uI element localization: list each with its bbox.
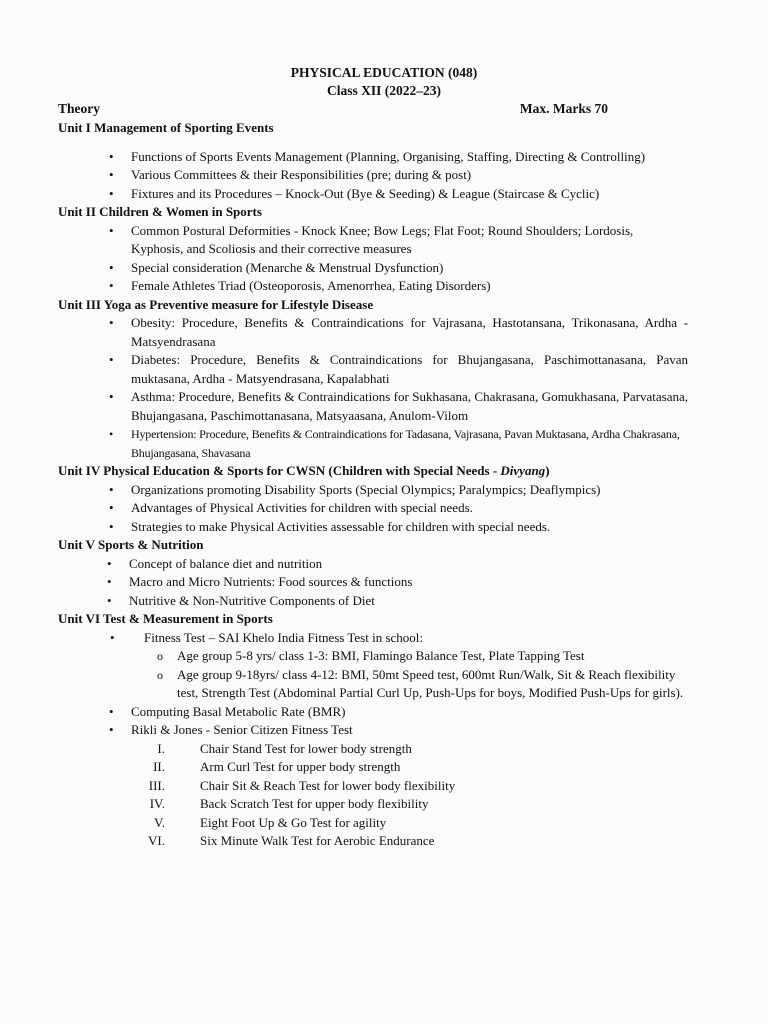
list-text: Chair Sit & Reach Test for lower body flexibility	[200, 777, 456, 793]
list-item: • Strategies to make Physical Activities assessable for children with special needs.	[58, 518, 688, 537]
list-item: • Fixtures and its Procedures – Knock-Out (Bye & Seeding) & League (Staircase & Cyclic)	[58, 185, 688, 204]
list-item: • Special consideration (Menarche & Menstrual Dysfunction)	[58, 259, 688, 278]
max-marks: Max. Marks 70	[519, 101, 608, 116]
list-number: V.	[154, 814, 165, 830]
list-number: II.	[153, 759, 165, 774]
list-number: III.	[148, 777, 165, 793]
list-text: Back Scratch Test for upper body flexibility	[200, 796, 429, 811]
list-item: • Organizations promoting Disability Sports (Special Olympics; Paralympics; Deaflympics)	[58, 481, 688, 500]
unit-4-title-prefix: Unit IV Physical Education & Sports for CWSN (Children with Special Needs -	[58, 463, 501, 478]
unit-5-list	[58, 555, 688, 611]
unit-1-list	[58, 148, 688, 204]
list-text: Eight Foot Up & Go Test for agility	[200, 814, 387, 830]
list-item	[58, 777, 688, 796]
list-number: IV.	[149, 796, 165, 811]
unit-1-title: Unit I Management of Sporting Events	[58, 120, 274, 135]
list-item: • Asthma: Procedure, Benefits & Contraindications for Sukhasana, Chakrasana, Gomukhasana, Parvatasana, Bhujangasana, Paschimottanasana, Matsyaasana, Anulom-Vilom	[58, 388, 688, 425]
list-number: I.	[157, 740, 165, 756]
fitness-test-heading: • Fitness Test – SAI Khelo India Fitness Test in school:	[58, 629, 688, 648]
list-item: • Nutritive & Non-Nutritive Components of Diet	[58, 592, 688, 611]
list-item: • Hypertension: Procedure, Benefits & Contraindications for Tadasana, Vajrasana, Pavan Muktasana, Ardha Chakrasana, Bhujangasana, Shavasana	[58, 425, 688, 462]
list-item: • Rikli & Jones - Senior Citizen Fitness Test	[58, 721, 688, 740]
list-item	[58, 814, 688, 833]
unit-4-title	[58, 462, 688, 481]
syllabus-body	[58, 119, 688, 851]
unit-5-title: Unit V Sports & Nutrition	[58, 537, 204, 552]
unit-3-title: Unit III Yoga as Preventive measure for Lifestyle Disease	[58, 296, 374, 312]
list-item: • Common Postural Deformities - Knock Knee; Bow Legs; Flat Foot; Round Shoulders; Lordosis, Kyphosis, and Scoliosis and their corrective measures	[58, 222, 688, 259]
list-item: • Macro and Micro Nutrients: Food sources & functions	[58, 573, 688, 592]
list-item: • Advantages of Physical Activities for children with special needs.	[58, 499, 688, 518]
header-row	[58, 101, 608, 117]
unit-2-list	[58, 222, 688, 296]
unit-2-title: Unit II Children & Women in Sports	[58, 204, 262, 219]
unit-6-list	[58, 703, 688, 740]
list-item: • Computing Basal Metabolic Rate (BMR)	[58, 703, 688, 722]
list-item: • Various Committees & their Responsibilities (pre; during & post)	[58, 166, 688, 185]
fitness-sub-list	[58, 647, 688, 703]
list-text: Six Minute Walk Test for Aerobic Endurance	[200, 833, 435, 848]
list-item	[58, 758, 688, 777]
unit-4-title-suffix: )	[545, 463, 550, 478]
unit-6-title: Unit VI Test & Measurement in Sports	[58, 611, 273, 626]
list-item	[58, 740, 688, 759]
document-title: PHYSICAL EDUCATION (048)	[290, 65, 478, 80]
list-item: • Concept of balance diet and nutrition	[58, 555, 688, 574]
list-item: • Diabetes: Procedure, Benefits & Contraindications for Bhujangasana, Paschimottanasana, Pavan muktasana, Ardha - Matsyendrasana, Kapalabhati	[58, 351, 688, 388]
list-item	[58, 832, 688, 851]
list-item: o Age group 9-18yrs/ class 4-12: BMI, 50mt Speed test, 600mt Run/Walk, Sit & Reach flexibility test, Strength Test (Abdominal Partial Curl Up, Push-Ups for boys, Modified Push-Ups for girls).	[58, 666, 688, 703]
list-text: Chair Stand Test for lower body strength	[200, 740, 412, 756]
list-item: • Functions of Sports Events Management (Planning, Organising, Staffing, Directing & Controlling)	[58, 148, 688, 167]
rikli-test-list	[58, 740, 688, 851]
list-item: • Female Athletes Triad (Osteoporosis, Amenorrhea, Eating Disorders)	[58, 277, 688, 296]
unit-3-list	[58, 314, 688, 462]
unit-4-title-emphasis: Divyang	[500, 463, 546, 478]
unit-4-list	[58, 481, 688, 537]
document-subtitle: Class XII (2022–23)	[326, 83, 441, 98]
theory-label: Theory	[58, 101, 100, 116]
list-number: VI.	[148, 833, 165, 848]
list-text: Arm Curl Test for upper body strength	[200, 759, 401, 774]
list-item: o Age group 5-8 yrs/ class 1-3: BMI, Flamingo Balance Test, Plate Tapping Test	[58, 647, 688, 666]
list-item	[58, 795, 688, 814]
list-item: • Obesity: Procedure, Benefits & Contraindications for Vajrasana, Hastotansana, Trikonasana, Ardha - Matsyendrasana	[58, 314, 688, 351]
